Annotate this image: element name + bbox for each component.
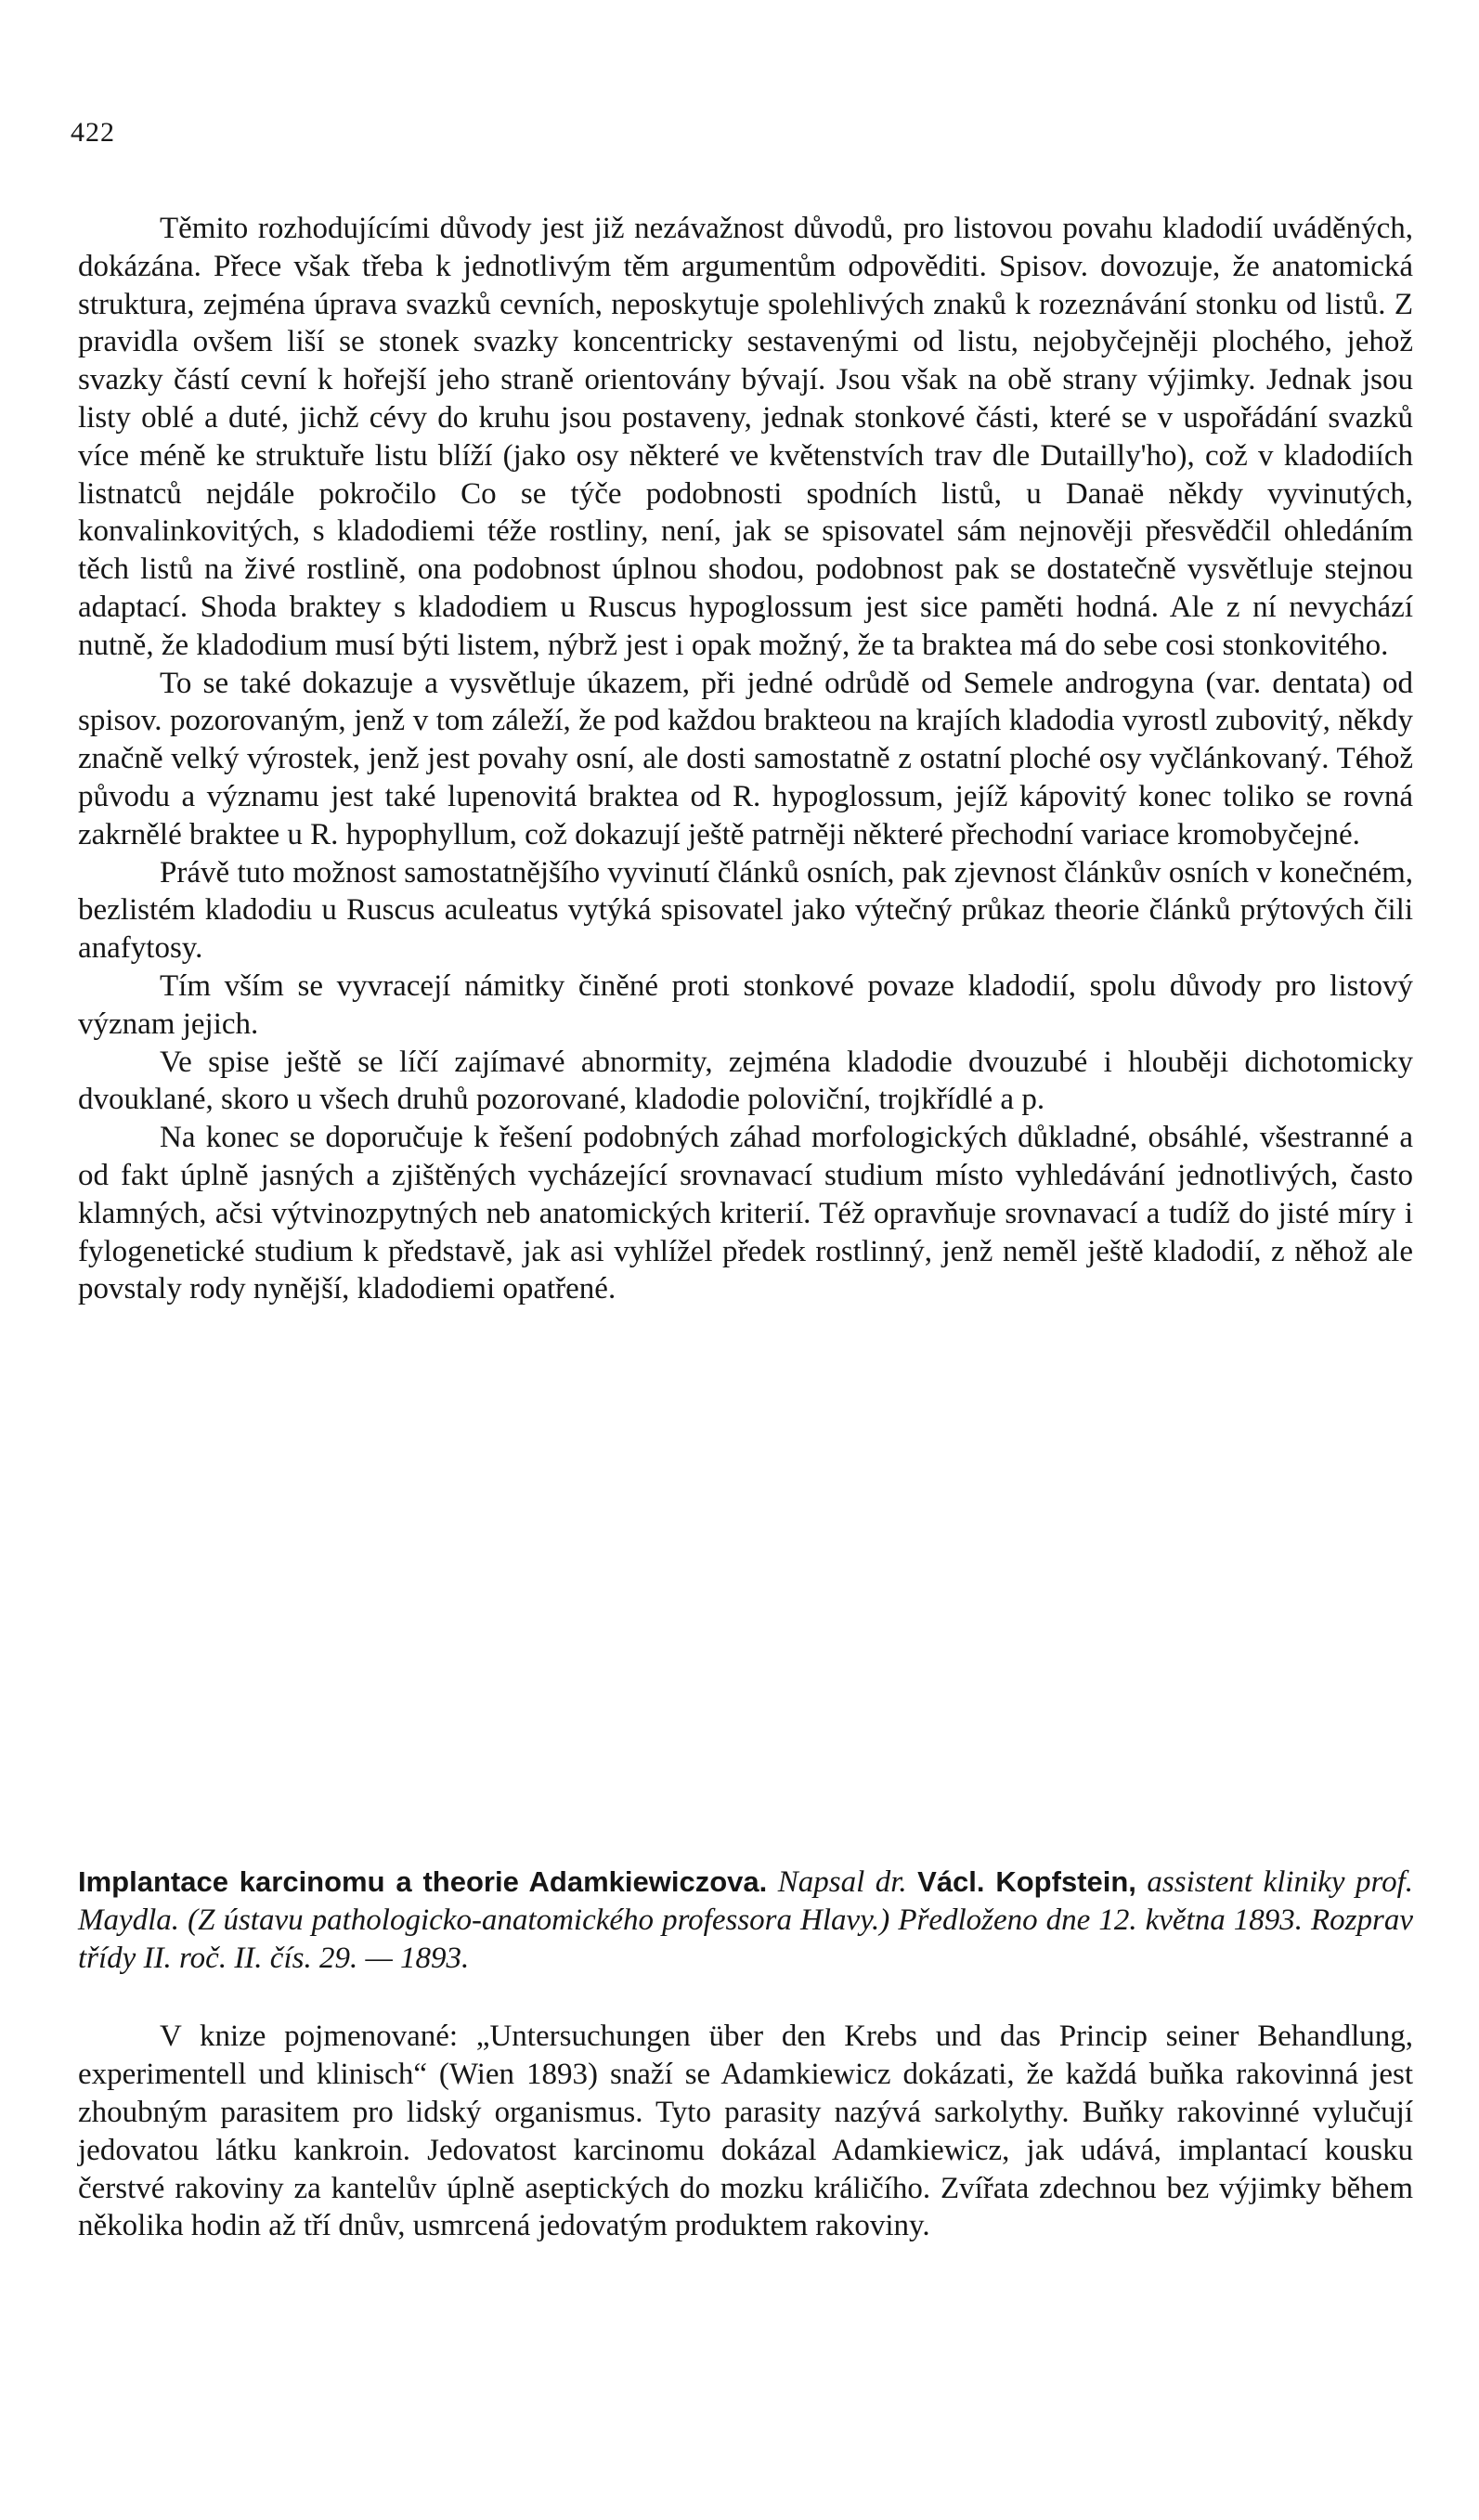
article-implantace-karcinomu [78,1864,1413,2245]
page-number: 422 [71,117,115,148]
article-body-kladodia [78,210,1413,1308]
paragraph-5: Ve spise ještě se líčí zajímavé abnormity, zejména kladodie dvouzubé i hlouběji dichotomicky dvouklané, skoro u všech druhů pozorované, kladodie poloviční, trojkřídlé a p. [78,1045,1413,1117]
article-submission: Předloženo dne 12. května 1893. Rozprav třídy II. roč. II. čís. 29. — 1893. [78,1903,1414,1975]
article-title: Implantace karcinomu a theorie Adamkiewiczova. [78,1865,768,1898]
paragraph-2: To se také dokazuje a vysvětluje úkazem, při jedné odrůdě od Semele androgyna (var. dentata) od spisov. pozorovaným, jenž v tom záleží, že pod každou brakteou na krajích kladodia vyrostl zubovitý, někdy značně velký výrostek, jenž jest povahy osní, ale dosti samostatně z ostatní ploché osy vyčlánkovaný. Téhož původu a významu jest také lupenovitá braktea od R. hypoglossum, jejíž kápovitý konec toliko se rovná zakrnělé braktee u R. hypophyllum, což dokazují ještě patrněji některé přechodní variace kromobyčejné. [78,666,1413,851]
paragraph-3: Právě tuto možnost samostatnějšího vyvinutí článků osních, pak zjevnost článkův osních v konečném, bezlistém kladodiu u Ruscus aculeatus vytýká spisovatel jako výtečný průkaz theorie článků prýtových čili anafytosy. [78,855,1413,966]
paragraph-1: Těmito rozhodujícími důvody jest již nezávažnost důvodů, pro listovou povahu kladodií uváděných, dokázána. Přece však třeba k jednotlivým těm argumentům odpověditi. Spisov. dovozuje, že anatomická struktura, zejména úprava svazků cevních, neposkytuje spolehlivých znaků k rozeznávání stonku od listů. Z pravidla ovšem liší se stonek svazky koncentricky sestavenými od listu, nejobyčejněji plochého, jehož svazky částí cevní k hořejší jeho straně orientovány bývají. Jsou však na obě strany výjimky. Jednak jsou listy oblé a duté, jichž cévy do kruhu jsou postaveny, jednak stonkové části, které se v uspořádání svazků více méně ke struktuře listu blíží (jako osy některé ve květenstvích trav dle Dutailly'ho), což v kladodiích listnatců nejdále pokročilo Co se týče podobnosti spodních listů, u Danaë někdy vyvinutých, konvalinkovitých, s kladodiemi téže rostliny, není, jak se spisovatel sám nejnověji přesvědčil ohledáním těch listů na živé rostlině, ona podobnost úplnou shodou, podobnost pak se dostatečně vysvětluje stejnou adaptací. Shoda braktey s kladodiem u Ruscus hypoglossum jest sice paměti hodná. Ale z ní nevychází nutně, že kladodium musí býti listem, nýbrž jest i opak možný, že ta braktea má do sebe cosi stonkovitého. [78,212,1413,662]
article-heading [78,1864,1413,1977]
article-byline: Napsal dr. [777,1865,907,1899]
article2-paragraph-1: V knize pojmenované: „Untersuchungen über den Krebs und das Princip seiner Behandlung, experimentell und klinisch“ (Wien 1893) snaží se Adamkiewicz dokázati, že každá buňka rakovinná jest zhoubným parasitem pro lidský organismus. Tyto parasity nazývá sarkolythy. Buňky rakovinné vylučují jedovatou látku kankroin. Jedovatost karcinomu dokázal Adamkiewicz, jak udává, implantací kousku čerstvé rakoviny za kantelův úplně aseptických do mozku králičího. Zvířata zdechnou bez výjimky během několika hodin až tří dnův, usmrcená jedovatým produktem rakoviny. [78,2020,1413,2243]
article-author: Václ. Kopfstein, [917,1865,1136,1898]
paragraph-6: Na konec se doporučuje k řešení podobných záhad morfologických důkladné, obsáhlé, všestranné a od fakt úplně jasných a zjištěných vycházející srovnavací studium místo vyhledávání jednotlivých, často klamných, ačsi výtvinozpytných neb anatomických kriterií. Též opravňuje srovnavací a tudíž do jisté míry i fylogenetické studium k představě, jak asi vyhlížel předek rostlinný, jenž neměl ještě kladodií, z něhož ale povstaly rody nynější, kladodiemi opatřené. [78,1121,1413,1306]
article-affiliation: assistent kliniky prof. Maydla. (Z ústavu pathologicko-anatomického professora Hlavy.) [78,1865,1414,1937]
paragraph-4: Tím vším se vyvracejí námitky činěné proti stonkové povaze kladodií, spolu důvody pro listový význam jejich. [78,968,1413,1041]
